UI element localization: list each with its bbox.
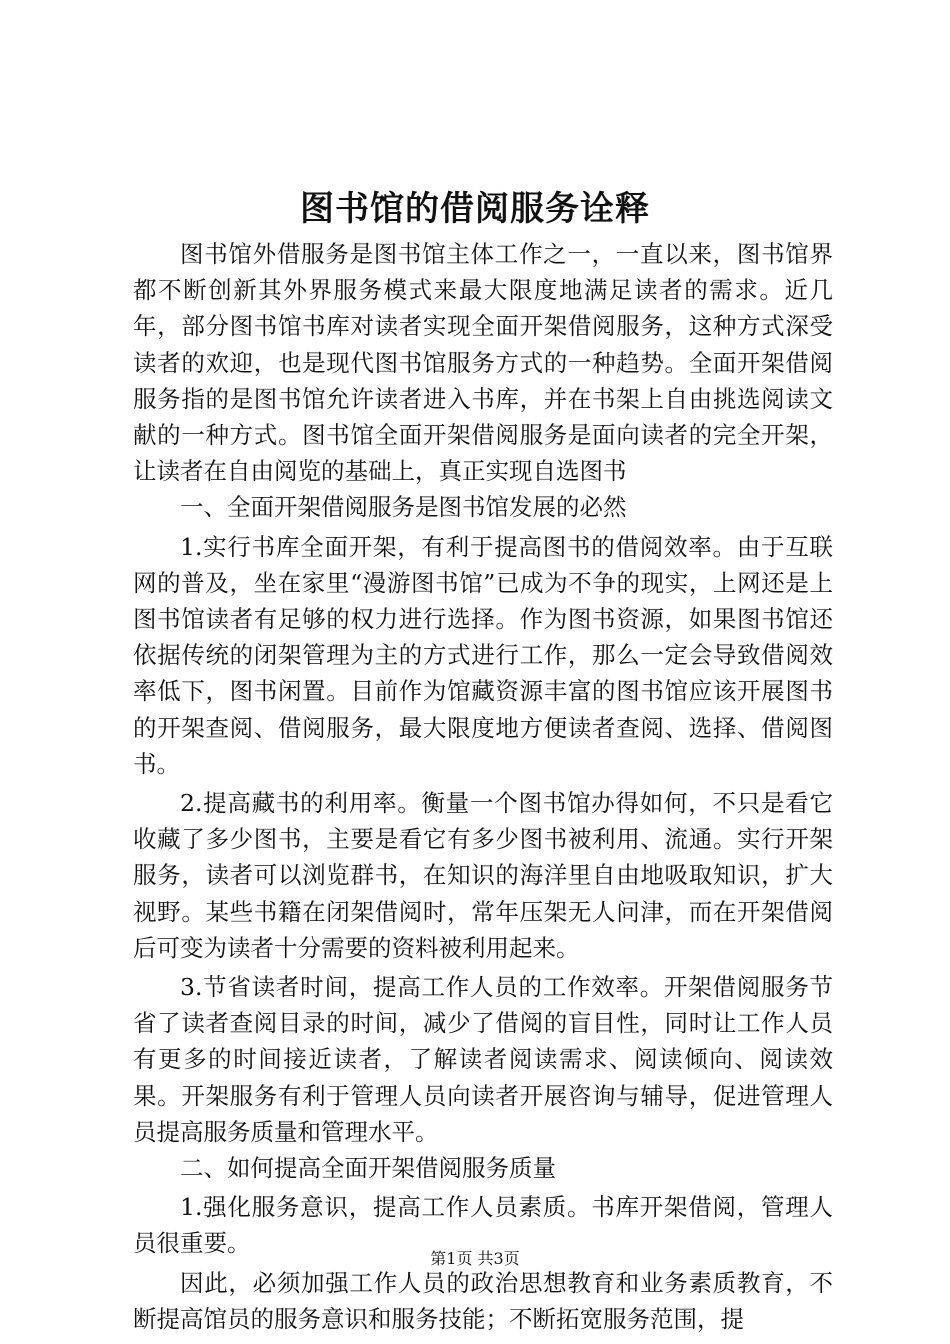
paragraph-1-2: 2.提高藏书的利用率。衡量一个图书馆办得如何，不只是看它收藏了多少图书，主要是看它有多少图书被利用、流通。实行开架服务，读者可以浏览群书，在知识的海洋里自由地吸取知识，扩大视野。某些书籍在闭架借阅时，常年压架无人问津，而在开架借阅后可变为读者十分需要的资料被利用起来。 <box>133 789 833 962</box>
page-number: 第1页 共3页 <box>430 1249 520 1268</box>
document-body <box>133 236 833 1337</box>
paragraph-2-1: 1.强化服务意识，提高工作人员素质。书库开架借阅，管理人员很重要。 <box>133 1193 833 1258</box>
section-heading-2: 二、如何提高全面开架借阅服务质量 <box>180 1154 556 1183</box>
paragraph-intro: 图书馆外借服务是图书馆主体工作之一，一直以来，图书馆界都不断创新其外界服务模式来最大限度地满足读者的需求。近几年，部分图书馆书库对读者实现全面开架借阅服务，这种方式深受读者的欢迎，也是现代图书馆服务方式的一种趋势。全面开架借阅服务指的是图书馆允许读者进入书库，并在书架上自由挑选阅读文献的一种方式。图书馆全面开架借阅服务是面向读者的完全开架，让读者在自由阅览的基础上，真正实现自选图书 <box>133 240 833 486</box>
paragraph-1-1: 1.实行书库全面开架，有利于提高图书的借阅效率。由于互联网的普及，坐在家里“漫游图书馆”已成为不争的现实，上网还是上图书馆读者有足够的权力进行选择。作为图书资源，如果图书馆还依据传统的闭架管理为主的方式进行工作，那么一定会导致借阅效率低下，图书闲置。目前作为馆藏资源丰富的图书馆应该开展图书的开架查阅、借阅服务，最大限度地方便读者查阅、选择、借阅图书。 <box>133 532 833 778</box>
section-heading-1: 一、全面开架借阅服务是图书馆发展的必然 <box>180 493 627 522</box>
paragraph-2-1-continued: 因此，必须加强工作人员的政治思想教育和业务素质教育，不断提高馆员的服务意识和服务技能；不断拓宽服务范围，提 <box>133 1268 833 1333</box>
document-title: 图书馆的借阅服务诠释 <box>300 189 650 229</box>
paragraph-1-3: 3.节省读者时间，提高工作人员的工作效率。开架借阅服务节省了读者查阅目录的时间，减少了借阅的盲目性，同时让工作人员有更多的时间接近读者，了解读者阅读需求、阅读倾向、阅读效果。开架服务有利于管理人员向读者开展咨询与辅导，促进管理人员提高服务质量和管理水平。 <box>133 973 833 1146</box>
